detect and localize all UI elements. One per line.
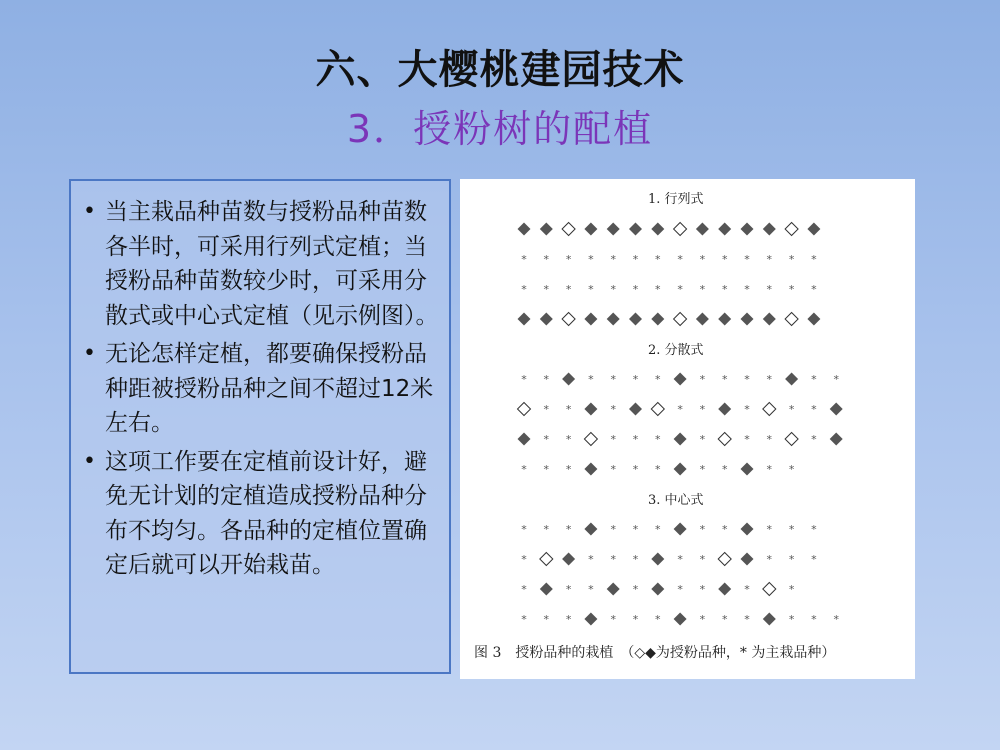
bullet-item bbox=[79, 195, 441, 333]
pollinizer-open-diamond-icon bbox=[718, 433, 731, 446]
main-variety-star-icon: * bbox=[677, 553, 683, 566]
main-variety-star-icon: * bbox=[521, 523, 527, 536]
main-variety-star-icon: * bbox=[655, 523, 661, 536]
main-variety-star-icon: * bbox=[811, 403, 817, 416]
pollinizer-open-diamond-icon bbox=[763, 403, 776, 416]
pollinizer-filled-diamond-icon bbox=[584, 463, 597, 476]
bullet-list bbox=[79, 195, 441, 583]
main-variety-star-icon: * bbox=[521, 553, 527, 566]
pollinizer-filled-diamond-icon bbox=[830, 433, 843, 446]
main-variety-star-icon: * bbox=[543, 523, 550, 536]
slide-title: 六、大樱桃建园技术 bbox=[315, 47, 685, 93]
pollinizer-open-diamond-icon bbox=[763, 583, 776, 596]
main-variety-star-icon: * bbox=[521, 283, 527, 296]
main-variety-star-icon: * bbox=[588, 253, 594, 266]
main-variety-star-icon: * bbox=[632, 583, 639, 596]
pollinizer-open-diamond-icon bbox=[674, 313, 687, 326]
main-variety-star-icon: * bbox=[788, 613, 795, 626]
main-variety-star-icon: * bbox=[788, 523, 795, 536]
main-variety-star-icon: * bbox=[744, 613, 750, 626]
pollinizer-filled-diamond-icon bbox=[562, 553, 575, 566]
main-variety-star-icon: * bbox=[811, 283, 817, 296]
main-variety-star-icon: * bbox=[655, 613, 661, 626]
pollinizer-open-diamond-icon bbox=[562, 223, 575, 236]
main-variety-star-icon: * bbox=[632, 433, 639, 446]
section-label: 2. 分散式 bbox=[648, 343, 704, 358]
pollinizer-open-diamond-icon bbox=[785, 433, 798, 446]
pollinizer-filled-diamond-icon bbox=[607, 223, 620, 236]
main-variety-star-icon: * bbox=[833, 613, 839, 626]
pollinizer-open-diamond-icon bbox=[674, 223, 687, 236]
pollinizer-open-diamond-icon bbox=[718, 553, 731, 566]
pollinizer-filled-diamond-icon bbox=[741, 553, 754, 566]
main-variety-star-icon: * bbox=[543, 433, 550, 446]
main-variety-star-icon: * bbox=[721, 523, 728, 536]
main-variety-star-icon: * bbox=[699, 553, 706, 566]
main-variety-star-icon: * bbox=[721, 613, 728, 626]
bullet-dot-icon: • bbox=[83, 448, 96, 474]
main-variety-star-icon: * bbox=[788, 253, 795, 266]
text-box bbox=[69, 179, 451, 674]
main-variety-star-icon: * bbox=[655, 373, 661, 386]
pollinizer-filled-diamond-icon bbox=[584, 223, 597, 236]
main-variety-star-icon: * bbox=[588, 373, 594, 386]
pollinizer-open-diamond-icon bbox=[584, 433, 597, 446]
pollinizer-filled-diamond-icon bbox=[518, 433, 531, 446]
main-variety-star-icon: * bbox=[766, 253, 773, 266]
pollinizer-filled-diamond-icon bbox=[763, 313, 776, 326]
pollinizer-filled-diamond-icon bbox=[807, 313, 820, 326]
main-variety-star-icon: * bbox=[788, 583, 795, 596]
main-variety-star-icon: * bbox=[543, 403, 550, 416]
main-variety-star-icon: * bbox=[521, 373, 527, 386]
section-label: 1. 行列式 bbox=[648, 192, 704, 207]
main-variety-star-icon: * bbox=[699, 463, 706, 476]
main-variety-star-icon: * bbox=[699, 523, 706, 536]
pollinizer-filled-diamond-icon bbox=[540, 313, 553, 326]
main-variety-star-icon: * bbox=[744, 433, 750, 446]
bullet-text: 当主栽品种苗数与授粉品种苗数各半时，可采用行列式定植；当授粉品种苗数较少时，可采用分散式或中心式定植（见示例图）。 bbox=[105, 199, 439, 329]
pollinizer-filled-diamond-icon bbox=[584, 313, 597, 326]
main-variety-star-icon: * bbox=[543, 463, 550, 476]
main-variety-star-icon: * bbox=[521, 253, 527, 266]
main-variety-star-icon: * bbox=[721, 283, 728, 296]
main-variety-star-icon: * bbox=[565, 253, 572, 266]
pollinizer-filled-diamond-icon bbox=[518, 313, 531, 326]
main-variety-star-icon: * bbox=[655, 463, 661, 476]
pollinizer-filled-diamond-icon bbox=[607, 313, 620, 326]
pollinizer-filled-diamond-icon bbox=[607, 583, 620, 596]
pollinizer-filled-diamond-icon bbox=[741, 223, 754, 236]
pollinizer-filled-diamond-icon bbox=[718, 313, 731, 326]
main-variety-star-icon: * bbox=[766, 433, 773, 446]
bullet-text: 这项工作要在定植前设计好，避免无计划的定植造成授粉品种分布不均匀。各品种的定植位置确定后就可以开始栽苗。 bbox=[105, 448, 427, 578]
main-variety-star-icon: * bbox=[565, 463, 572, 476]
pollinizer-filled-diamond-icon bbox=[651, 223, 664, 236]
pollinizer-filled-diamond-icon bbox=[518, 223, 531, 236]
section-label: 3. 中心式 bbox=[648, 493, 704, 508]
main-variety-star-icon: * bbox=[677, 253, 683, 266]
pollinizer-filled-diamond-icon bbox=[741, 463, 754, 476]
pollinizer-filled-diamond-icon bbox=[807, 223, 820, 236]
main-variety-star-icon: * bbox=[788, 403, 795, 416]
main-variety-star-icon: * bbox=[632, 523, 639, 536]
main-variety-star-icon: * bbox=[565, 433, 572, 446]
main-variety-star-icon: * bbox=[543, 613, 550, 626]
main-variety-star-icon: * bbox=[610, 463, 616, 476]
main-variety-star-icon: * bbox=[610, 433, 616, 446]
main-variety-star-icon: * bbox=[788, 553, 795, 566]
main-variety-star-icon: * bbox=[699, 253, 706, 266]
main-variety-star-icon: * bbox=[811, 373, 817, 386]
main-variety-star-icon: * bbox=[521, 583, 527, 596]
pollinizer-filled-diamond-icon bbox=[651, 553, 664, 566]
pollinizer-filled-diamond-icon bbox=[629, 313, 642, 326]
main-variety-star-icon: * bbox=[766, 283, 773, 296]
main-variety-star-icon: * bbox=[811, 523, 817, 536]
main-variety-star-icon: * bbox=[721, 463, 728, 476]
planting-diagram bbox=[460, 179, 915, 679]
pollinizer-filled-diamond-icon bbox=[718, 223, 731, 236]
main-variety-star-icon: * bbox=[565, 583, 572, 596]
main-variety-star-icon: * bbox=[610, 403, 616, 416]
main-variety-star-icon: * bbox=[610, 523, 616, 536]
figure-caption: 图 3 授粉品种的栽植 （◇◆为授粉品种，* 为主栽品种） bbox=[474, 645, 836, 661]
main-variety-star-icon: * bbox=[766, 553, 773, 566]
main-variety-star-icon: * bbox=[721, 253, 728, 266]
main-variety-star-icon: * bbox=[744, 373, 750, 386]
main-variety-star-icon: * bbox=[699, 373, 706, 386]
main-variety-star-icon: * bbox=[721, 373, 728, 386]
pollinizer-filled-diamond-icon bbox=[674, 373, 687, 386]
main-variety-star-icon: * bbox=[744, 253, 750, 266]
main-variety-star-icon: * bbox=[833, 373, 839, 386]
pollinizer-filled-diamond-icon bbox=[651, 583, 664, 596]
main-variety-star-icon: * bbox=[788, 283, 795, 296]
main-variety-star-icon: * bbox=[610, 283, 616, 296]
pollinizer-filled-diamond-icon bbox=[562, 373, 575, 386]
main-variety-star-icon: * bbox=[811, 613, 817, 626]
main-variety-star-icon: * bbox=[588, 283, 594, 296]
slide-subtitle: 3．授粉树的配植 bbox=[346, 107, 654, 151]
pollinizer-filled-diamond-icon bbox=[763, 223, 776, 236]
bullet-item bbox=[79, 445, 441, 583]
main-variety-star-icon: * bbox=[543, 253, 550, 266]
main-variety-star-icon: * bbox=[565, 403, 572, 416]
main-variety-star-icon: * bbox=[788, 463, 795, 476]
main-variety-star-icon: * bbox=[766, 373, 773, 386]
main-variety-star-icon: * bbox=[610, 553, 616, 566]
pollinizer-filled-diamond-icon bbox=[584, 523, 597, 536]
pollinizer-open-diamond-icon bbox=[785, 223, 798, 236]
pollinizer-filled-diamond-icon bbox=[785, 373, 798, 386]
main-variety-star-icon: * bbox=[677, 403, 683, 416]
pollinizer-filled-diamond-icon bbox=[696, 223, 709, 236]
pollinizer-filled-diamond-icon bbox=[629, 223, 642, 236]
pollinizer-filled-diamond-icon bbox=[651, 313, 664, 326]
pollinizer-open-diamond-icon bbox=[651, 403, 664, 416]
pollinizer-filled-diamond-icon bbox=[629, 403, 642, 416]
main-variety-star-icon: * bbox=[543, 283, 550, 296]
main-variety-star-icon: * bbox=[565, 283, 572, 296]
main-variety-star-icon: * bbox=[699, 403, 706, 416]
main-variety-star-icon: * bbox=[699, 583, 706, 596]
main-variety-star-icon: * bbox=[588, 583, 594, 596]
pollinizer-filled-diamond-icon bbox=[763, 613, 776, 626]
pollinizer-filled-diamond-icon bbox=[718, 403, 731, 416]
pollinizer-open-diamond-icon bbox=[785, 313, 798, 326]
pollinizer-filled-diamond-icon bbox=[674, 613, 687, 626]
main-variety-star-icon: * bbox=[744, 403, 750, 416]
main-variety-star-icon: * bbox=[677, 583, 683, 596]
main-variety-star-icon: * bbox=[744, 583, 750, 596]
pollinizer-filled-diamond-icon bbox=[540, 583, 553, 596]
pollinizer-filled-diamond-icon bbox=[718, 583, 731, 596]
bullet-dot-icon: • bbox=[83, 199, 96, 224]
main-variety-star-icon: * bbox=[632, 283, 639, 296]
planting-diagram-svg bbox=[460, 179, 915, 679]
main-variety-star-icon: * bbox=[655, 253, 661, 266]
pollinizer-filled-diamond-icon bbox=[741, 313, 754, 326]
main-variety-star-icon: * bbox=[811, 553, 817, 566]
main-variety-star-icon: * bbox=[766, 463, 773, 476]
pollinizer-filled-diamond-icon bbox=[540, 223, 553, 236]
main-variety-star-icon: * bbox=[521, 463, 527, 476]
main-variety-star-icon: * bbox=[632, 373, 639, 386]
pollinizer-filled-diamond-icon bbox=[584, 403, 597, 416]
main-variety-star-icon: * bbox=[632, 463, 639, 476]
main-variety-star-icon: * bbox=[744, 283, 750, 296]
main-variety-star-icon: * bbox=[699, 613, 706, 626]
main-variety-star-icon: * bbox=[632, 613, 639, 626]
pollinizer-filled-diamond-icon bbox=[674, 463, 687, 476]
pollinizer-filled-diamond-icon bbox=[741, 523, 754, 536]
pollinizer-filled-diamond-icon bbox=[584, 613, 597, 626]
main-variety-star-icon: * bbox=[632, 553, 639, 566]
main-variety-star-icon: * bbox=[565, 523, 572, 536]
main-variety-star-icon: * bbox=[565, 613, 572, 626]
bullet-text: 无论怎样定植，都要确保授粉品种距被授粉品种之间不超过12米左右。 bbox=[105, 341, 434, 436]
main-variety-star-icon: * bbox=[655, 283, 661, 296]
main-variety-star-icon: * bbox=[766, 523, 773, 536]
pollinizer-filled-diamond-icon bbox=[830, 403, 843, 416]
main-variety-star-icon: * bbox=[811, 253, 817, 266]
bullet-item bbox=[79, 337, 441, 441]
main-variety-star-icon: * bbox=[610, 613, 616, 626]
pollinizer-filled-diamond-icon bbox=[674, 433, 687, 446]
pollinizer-open-diamond-icon bbox=[540, 553, 553, 566]
main-variety-star-icon: * bbox=[588, 553, 594, 566]
main-variety-star-icon: * bbox=[699, 283, 706, 296]
pollinizer-open-diamond-icon bbox=[562, 313, 575, 326]
main-variety-star-icon: * bbox=[610, 373, 616, 386]
main-variety-star-icon: * bbox=[677, 283, 683, 296]
pollinizer-filled-diamond-icon bbox=[674, 523, 687, 536]
main-variety-star-icon: * bbox=[632, 253, 639, 266]
main-variety-star-icon: * bbox=[610, 253, 616, 266]
main-variety-star-icon: * bbox=[811, 433, 817, 446]
pollinizer-open-diamond-icon bbox=[518, 403, 531, 416]
main-variety-star-icon: * bbox=[699, 433, 706, 446]
main-variety-star-icon: * bbox=[543, 373, 550, 386]
bullet-dot-icon: • bbox=[83, 341, 96, 366]
main-variety-star-icon: * bbox=[655, 433, 661, 446]
main-variety-star-icon: * bbox=[521, 613, 527, 626]
pollinizer-filled-diamond-icon bbox=[696, 313, 709, 326]
